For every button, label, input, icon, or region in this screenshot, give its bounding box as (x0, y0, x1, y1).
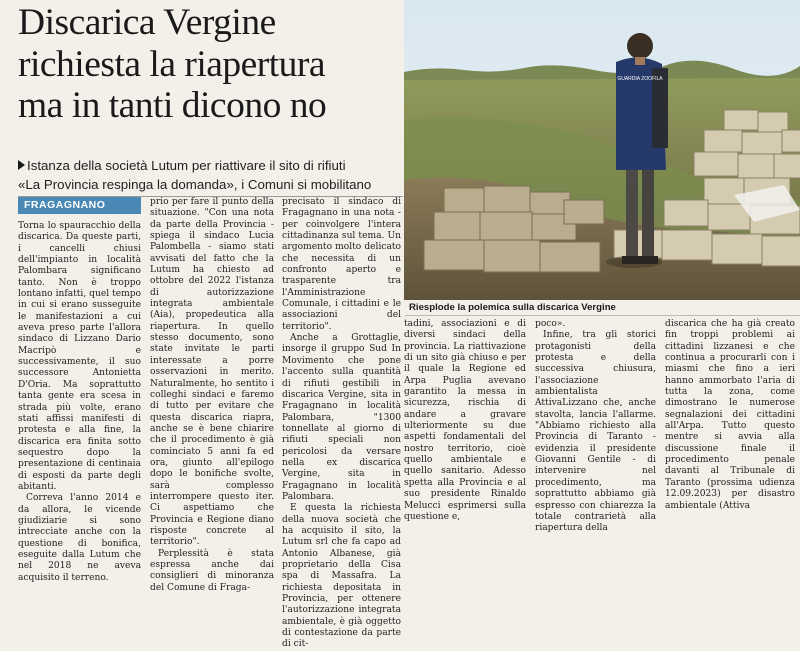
paragraph: poco». (535, 319, 566, 329)
paragraph: Infine, tra gli storici protagonisti della protesta e della successiva chiusura, l'associazione ambientalista AttivaLizzano che, anche stavolta, lancia l'allarme. "Abbiamo richiesto alla Provincia di Taranto - evidenzia il presidente Giovanni Gentile - di intervenire nel procedimento, ma soprattutto abbiamo già espresso con chiarezza la totale contrarietà alla riapertura della (535, 330, 656, 534)
headline-line-1: Discarica Vergine (18, 2, 276, 43)
paragraph: precisato il sindaco di Fragagnano in una nota - per coinvolgere l'intera cittadinanza sul tema. Un argomento molto delicato che necessita di un confronto aperto e trasparente tra l'Amministrazione Comunale, i cittadini e le associazioni del territorio". (282, 197, 401, 332)
paragraph: tadini, associazioni e di diversi sindaci della provincia. La riattivazione di un sito già chiuso e per il quale la Regione ed Arpa Puglia avevano garantito la messa in sicurezza, rischia di andare a gravare ulteriormente su due aspetti fondamentali del nostro territorio, cioè quello ambientale e quello sanitario. Adesso spetta alla Provincia e al suo presidente Rinaldo Melucci esprimersi sulla questione e, (404, 319, 526, 522)
paragraph: discarica che ha già creato fin troppi problemi ai cittadini lizzanesi e che continua a procurarli con i miasmi che fino a ieri hanno ammorbato l'aria di tutta la zona, come dimostrano le numerose segnalazioni dei cittadini all'Arpa. Tutto questo mentre si avvia alla discussione finale il procedimento penale davanti al Tribunale di Taranto (prossima udienza 12.09.2023) per disastro ambientale (Attiva (665, 319, 795, 511)
paragraph: Anche a Grottaglie, insorge il gruppo Sud In Movimento che pone l'accento sulla quantità di rifiuti gestibili in discarica Vergine, sita in Fragagnano in località Palombara, "1300 tonnellate al giorno di rifiuti speciali non pericolosi da versare nella ex discarica Vergine, sita in Fragagnano in località Palombara. (282, 333, 401, 502)
subheadline-line-1: Istanza della società Lutum per riattivare il sito di rifiuti (27, 158, 346, 173)
subheadline-line-2: «La Provincia respinga la domanda», i Comuni si mobilitano (18, 177, 372, 192)
headline-line-2: richiesta la riapertura (18, 43, 326, 85)
triangle-bullet-icon (18, 160, 25, 170)
paragraph: Torna lo spauracchio della discarica. Da queste parti, i cancelli chiusi dell'impianto in località Palombara significano tanto. Non è troppo lontano infatti, quel tempo in cui si erano susseguite le manifestazioni a cui aveva preso parte l'allora sindaco di Lizzano Dario Macripò e successivamente, il suo successore Antonietta D'Oria. Ma soprattutto tanta gente era scesa in strada più volte, erano stati affissi manifesti di protesta e alla fine, la discarica era finita sotto sequestro dopo la presentazione di centinaia di esposti da parte degli abitanti. (18, 221, 141, 492)
paragraph: Correva l'anno 2014 e da allora, le vicende giudiziarie si sono intrecciate anche con la questione di bonifica, eseguite dalla Lutum che nel 2018 ne aveva acquisito il terreno. (18, 493, 141, 583)
photo-caption: Riesplode la polemica sulla discarica Vergine (405, 300, 800, 316)
article-photo (404, 0, 800, 300)
article-column-2 (150, 197, 274, 594)
paragraph: Perplessità è stata espressa anche dai consiglieri di minoranza del Comune di Fraga- (150, 548, 274, 593)
article-column-4 (404, 319, 526, 523)
paragraph: E questa la richiesta della nuova società che ha acquisito il sito, la Lutum srl che fa capo ad Antonio Albanese, già proprietario della Cisa spa di Massafra. La richiesta depositata in Provincia, per ottenere l'autorizzazione integrata ambientale, è già oggetto di contestazione da parte di cit- (282, 503, 401, 650)
article-column-5 (535, 319, 656, 535)
article-column-1 (18, 221, 141, 584)
section-kicker: FRAGAGNANO (18, 197, 141, 214)
paragraph: prio per fare il punto della situazione. "Con una nota da parte della Provincia - spiega il sindaco Lucia Palombella - siamo stati avvisati del fatto che la Lutum ha chiesto ad ottobre del 2022 l'istanza di autorizzazione integrata ambientale (Aia), propedeutica alla riapertura. In quello stesso documento, sono state invitate le parti interessate a porre osservazioni in merito. Naturalmente, ho sentito i colleghi sindaci e faremo di tutto per evitare che questa discarica riapra, anche se è bene chiarire che il procedimento è già cominciato 5 anni fa ed ora, giunto all'epilogo dopo le bonifiche svolte, sarà complesso interrompere questo iter. Ci aspettiamo che Provincia e Regione diano risposte concrete al territorio". (150, 197, 274, 548)
vest-label: GUARDIA ZOOFILA (617, 76, 663, 82)
subheadline (18, 156, 403, 194)
article-column-6 (665, 319, 795, 512)
article-column-3 (282, 197, 401, 651)
headline-line-3: ma in tanti dicono no (18, 85, 327, 126)
headline (18, 2, 403, 127)
landfill-photo-illustration (404, 0, 800, 300)
